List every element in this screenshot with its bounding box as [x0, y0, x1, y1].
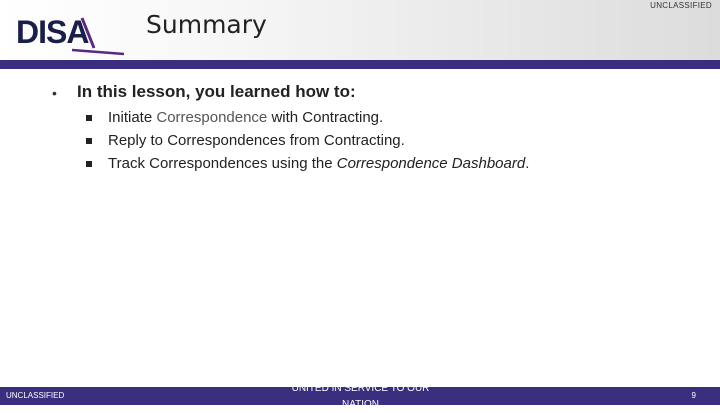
item-text: Reply to Correspondences from Contracting.	[108, 132, 405, 149]
summary-list	[86, 106, 529, 175]
classification-top: UNCLASSIFIED	[650, 1, 712, 10]
item-text: Initiate Correspondence with Contracting.	[108, 109, 384, 126]
main-bullet-icon: •	[52, 85, 57, 101]
logo-text: DISA	[16, 14, 89, 50]
page-number: 9	[691, 391, 696, 400]
list-item	[86, 152, 529, 175]
item-text: Track Correspondences using the Correspondence Dashboard.	[108, 155, 530, 172]
list-item	[86, 106, 529, 129]
footer-tagline: UNITED IN SERVICE TO OUR NATION	[291, 383, 430, 410]
square-bullet-icon	[86, 138, 92, 144]
page-title: Summary	[146, 10, 267, 39]
main-point: In this lesson, you learned how to:	[77, 82, 356, 101]
square-bullet-icon	[86, 161, 92, 167]
list-item	[86, 129, 529, 152]
classification-bottom: UNCLASSIFIED	[6, 391, 65, 400]
disa-logo-icon	[14, 10, 130, 58]
header-accent-bar	[0, 60, 720, 69]
square-bullet-icon	[86, 115, 92, 121]
